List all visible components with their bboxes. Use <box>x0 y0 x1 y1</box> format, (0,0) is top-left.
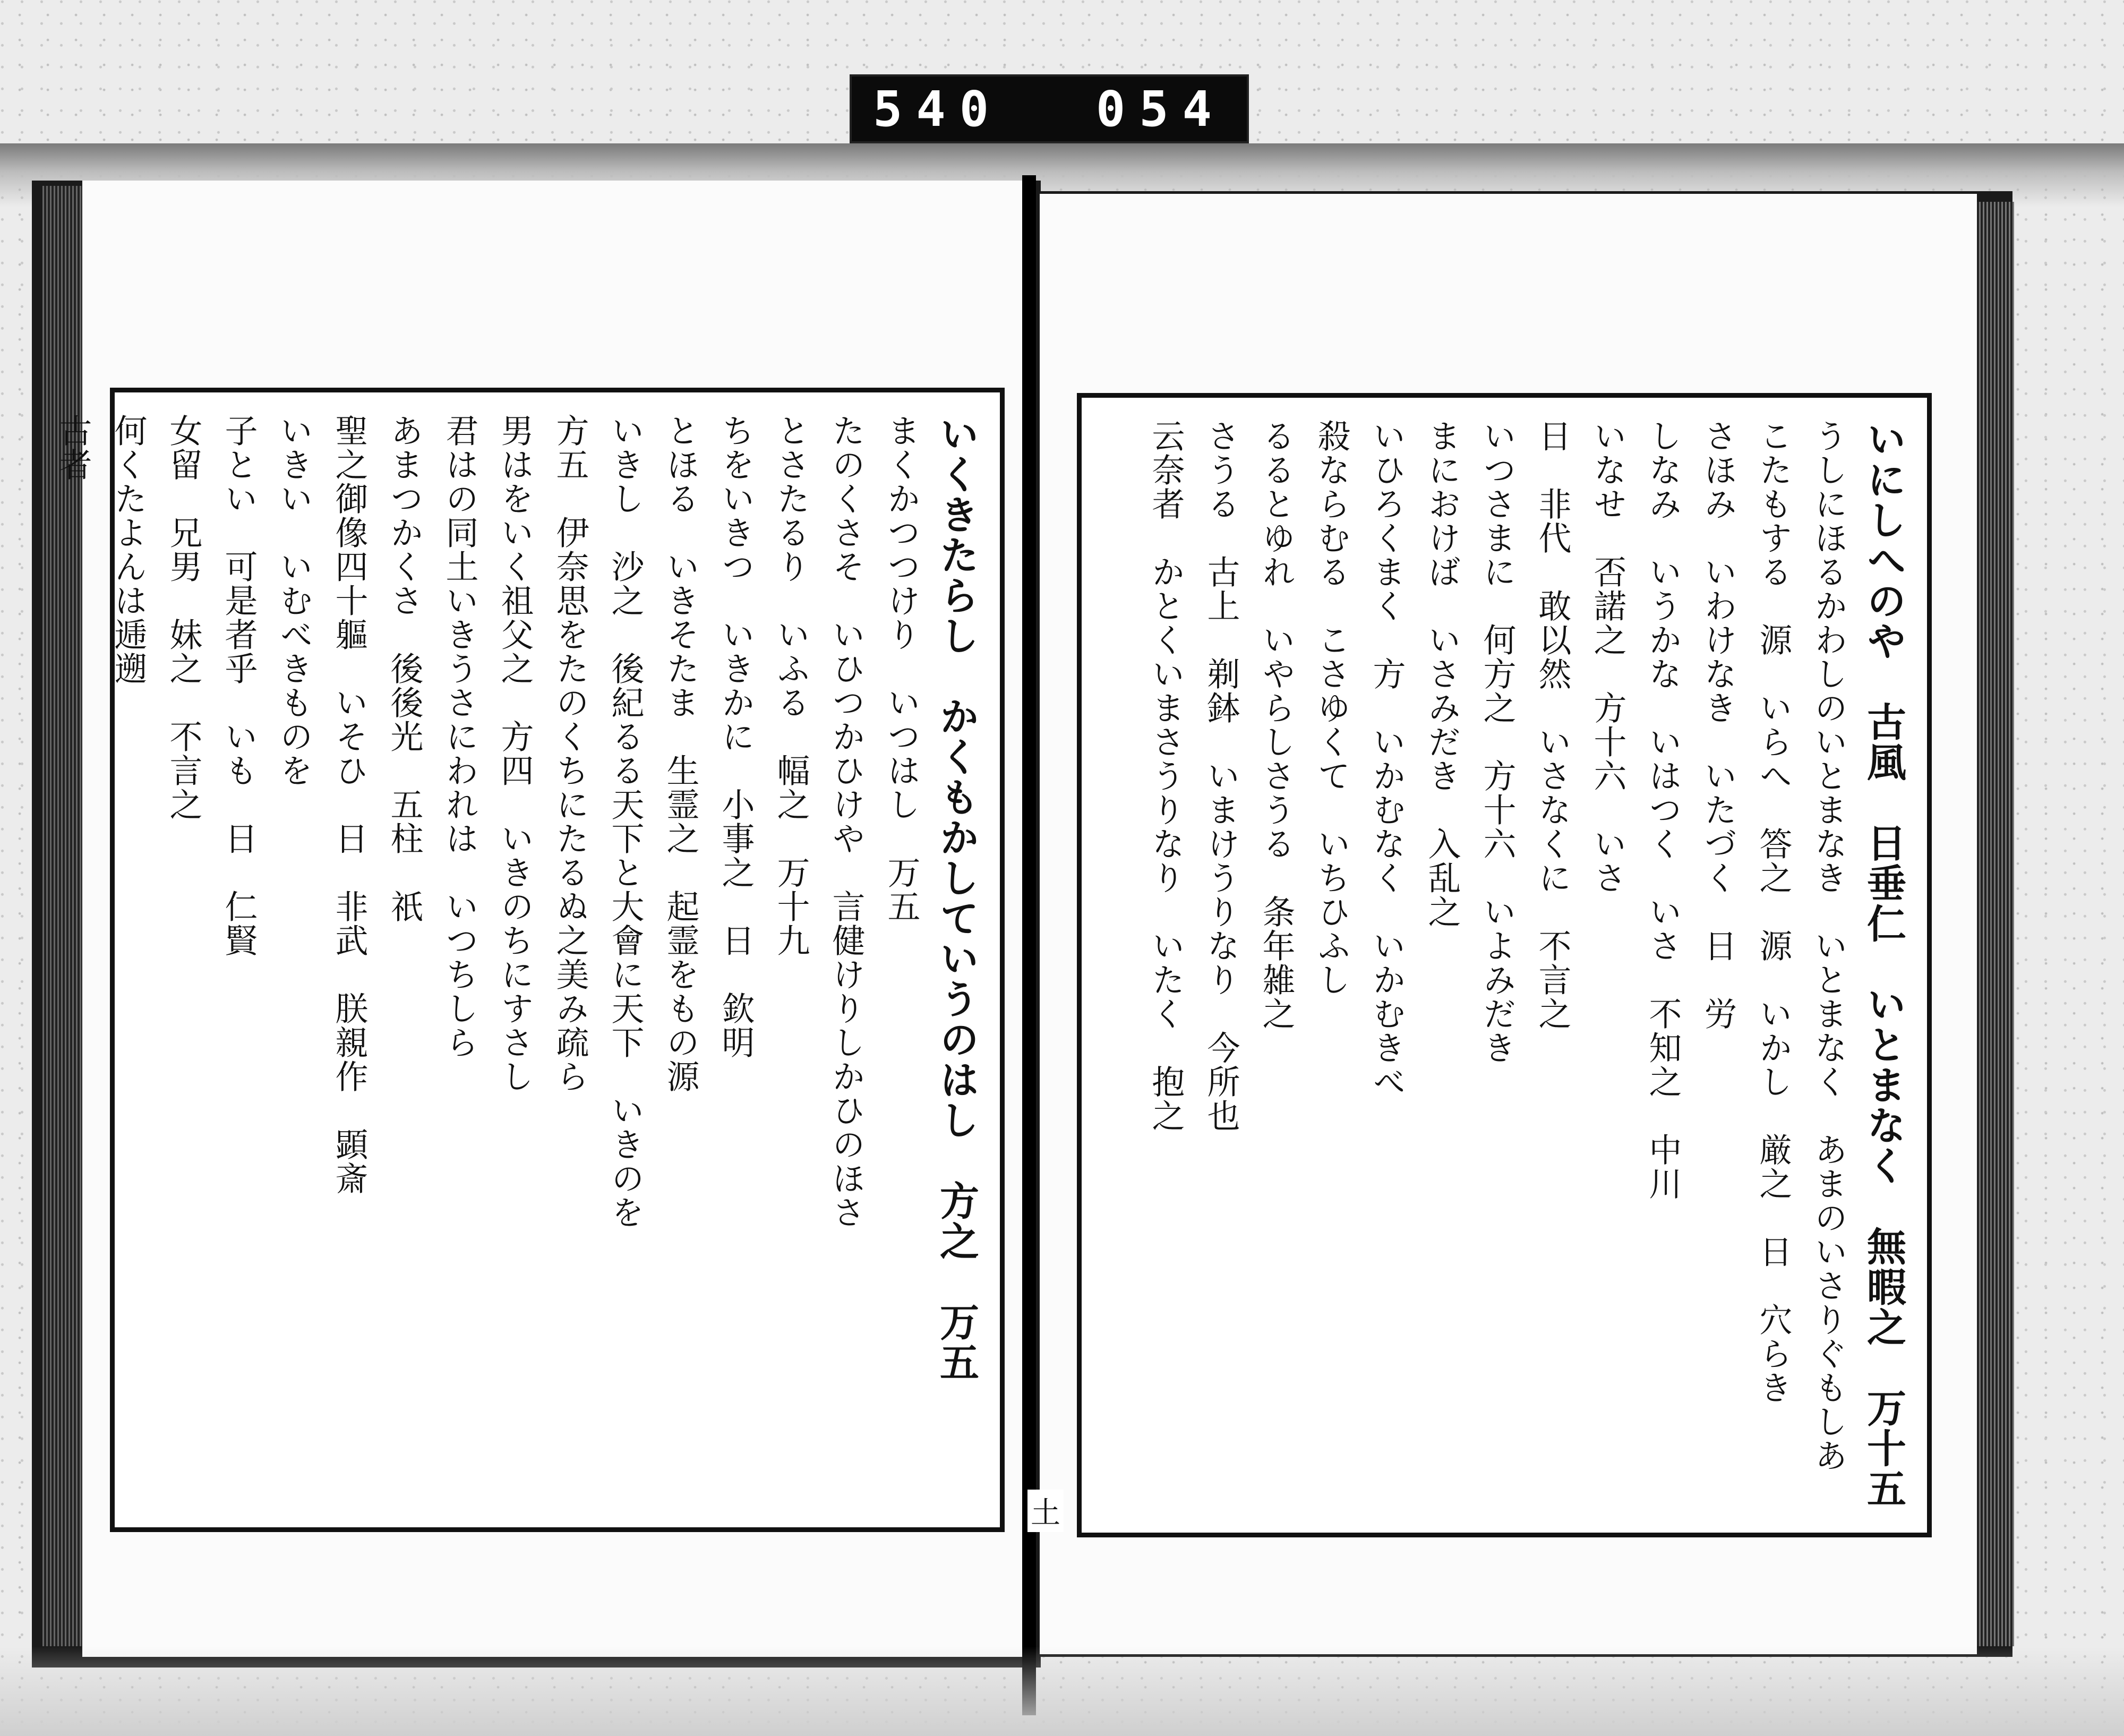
right-page <box>1040 194 1977 1654</box>
right-text-column: しなみ いうかな いはつく いさ 不知之 中川 <box>1643 419 1682 1201</box>
left-text-column: とほる いきそたま 生霊之 起霊をもの源 <box>661 414 700 1093</box>
left-text-frame <box>54 388 1005 1532</box>
right-text-column: いつさまに 何方之 方十六 いよみだき <box>1478 419 1517 1065</box>
right-text-column: さほみ いわけなき いたづく 日 労 <box>1699 419 1737 1031</box>
left-text-column: たのくさそ いひつかひけや 言健けりしかひのほさ <box>827 414 866 1229</box>
page-number: 土 <box>1027 1490 1064 1532</box>
right-text-column: さうる 古上 剃鉢 いまけうりなり 今所也 <box>1202 419 1240 1133</box>
right-text-column: 日 非代 敢以然 いさなくに 不言之 <box>1533 419 1572 1031</box>
left-text-column: 子とい 可是者乎 いも 日 仁賢 <box>219 414 258 957</box>
left-text-column: 君はの同土いきうさにわれは いつちしら <box>440 414 479 1059</box>
left-text-column: 何くたよんは逓遡 <box>109 414 148 686</box>
left-text-block <box>54 414 984 1511</box>
right-text-column: こたもする 源 いらへ 答之 源 いかし 厳之 日 穴らき <box>1754 419 1793 1405</box>
right-text-block <box>1098 419 1911 1517</box>
right-text-column: 云奈者 かとくいまさうりなり いたく 抱之 <box>1146 419 1185 1133</box>
left-text-column: まくかつつけり いつはし 万五 <box>882 414 921 923</box>
right-text-column: るるとゆれ いやらしさうる 条年雑之 <box>1257 419 1296 1031</box>
left-text-column: 男はをいく祖父之 方四 いきのちにすさし <box>495 414 534 1093</box>
left-text-column: 女留 兄男 妹之 不言之 <box>164 414 203 822</box>
left-text-column: 聖之御像四十軀 いそひ 日 非武 朕親作 顕斎 <box>330 414 369 1195</box>
right-text-column: 殺ならむる こさゆくて いちひふし <box>1312 419 1351 997</box>
left-text-column: 方五 伊奈思をたのくちにたるぬ之美み疏ら <box>551 414 589 1093</box>
left-text-column: ちをいきつ いきかに 小事之 日 欽明 <box>716 414 755 1059</box>
right-text-frame <box>1077 393 1932 1537</box>
scan-bottom-shadow <box>0 1646 2124 1736</box>
right-text-column: いにしへのや 古風 日垂仁 いとまなく 無暇之 万十五 <box>1861 419 1906 1509</box>
left-text-column: 古者 <box>54 414 92 482</box>
frame-number: 054 <box>1095 80 1226 138</box>
right-page-edges <box>1977 202 2014 1646</box>
microfilm-label <box>850 74 1249 143</box>
right-text-column: まにおけば いさみだき 入乱之 <box>1423 419 1461 929</box>
left-text-column: いきし 沙之 後紀るる天下と大會に天下 いきのを <box>606 414 645 1229</box>
left-text-column: いくきたらし かくもかしていうのはし 方之 万五 <box>933 414 979 1382</box>
left-text-column: あまつかくさ 後後光 五柱 祇 <box>385 414 424 923</box>
left-text-column: いきい いむべきものを <box>275 414 313 788</box>
right-text-column: いひろくまく 方 いかむなく いかむきべ <box>1367 419 1406 1099</box>
book-spine <box>1022 175 1036 1715</box>
reel-number: 540 <box>873 80 1003 138</box>
left-text-column: とさたるり いふる 幅之 万十九 <box>772 414 810 957</box>
right-text-column: いなせ 否諾之 方十六 いさ <box>1588 419 1627 895</box>
left-page <box>54 181 1022 1657</box>
right-text-column: うしにほるかわしのいとまなき いとまなく あまのいさりぐもしあ <box>1809 419 1848 1473</box>
